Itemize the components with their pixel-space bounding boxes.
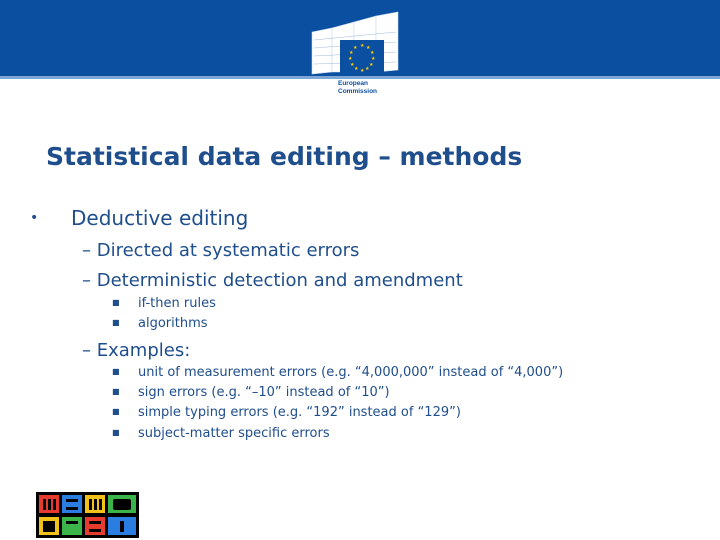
bullet-deductive-editing	[30, 206, 248, 230]
sub-bullet-deterministic: – Deterministic detection and amendment	[82, 270, 463, 291]
sub-bullet-systematic: – Directed at systematic errors	[82, 240, 360, 261]
sub-bullet-text: Examples:	[96, 340, 191, 361]
list-item	[112, 296, 216, 311]
logo-text-line2: Commission	[338, 88, 378, 95]
sub-bullet-text: Directed at systematic errors	[96, 240, 360, 261]
svg-text:★: ★	[354, 66, 359, 72]
logo-caption	[338, 80, 398, 96]
list-item-text: algorithms	[138, 316, 208, 331]
square-bullet-icon: ■	[112, 387, 120, 396]
list-item-text: sign errors (e.g. “–10” instead of “10”)	[138, 385, 390, 400]
svg-text:★: ★	[360, 43, 365, 49]
svg-text:★: ★	[350, 62, 355, 68]
list-item	[112, 426, 330, 441]
bullet-marker: •	[30, 210, 39, 226]
svg-text:★: ★	[369, 62, 374, 68]
list-item-text: unit of measurement errors (e.g. “4,000,000” instead of “4,000”)	[138, 365, 564, 380]
logo-text-line1: European	[338, 80, 368, 87]
sub-bullet-examples: – Examples:	[82, 340, 191, 361]
svg-text:★: ★	[371, 56, 376, 62]
memobust-logo	[36, 492, 139, 538]
svg-text:★: ★	[353, 45, 358, 51]
svg-text:★: ★	[349, 50, 354, 56]
list-item	[112, 316, 208, 331]
list-item-text: if-then rules	[138, 296, 216, 311]
square-bullet-icon: ■	[112, 407, 120, 416]
svg-text:★: ★	[370, 50, 375, 56]
svg-text:★: ★	[348, 56, 353, 62]
svg-text:★: ★	[360, 68, 365, 74]
square-bullet-icon: ■	[112, 318, 120, 327]
list-item	[112, 385, 390, 400]
svg-text:★: ★	[366, 45, 371, 51]
list-item	[112, 365, 563, 380]
square-bullet-icon: ■	[112, 428, 120, 437]
list-item-text: subject-matter specific errors	[138, 426, 330, 441]
square-bullet-icon: ■	[112, 367, 120, 376]
slide-title: Statistical data editing – methods	[46, 142, 523, 171]
svg-text:★: ★	[365, 66, 370, 72]
sub-bullet-text: Deterministic detection and amendment	[96, 270, 463, 291]
bullet-text: Deductive editing	[71, 206, 249, 230]
square-bullet-icon: ■	[112, 298, 120, 307]
list-item	[112, 405, 461, 420]
list-item-text: simple typing errors (e.g. “192” instead of “129”)	[138, 405, 461, 420]
